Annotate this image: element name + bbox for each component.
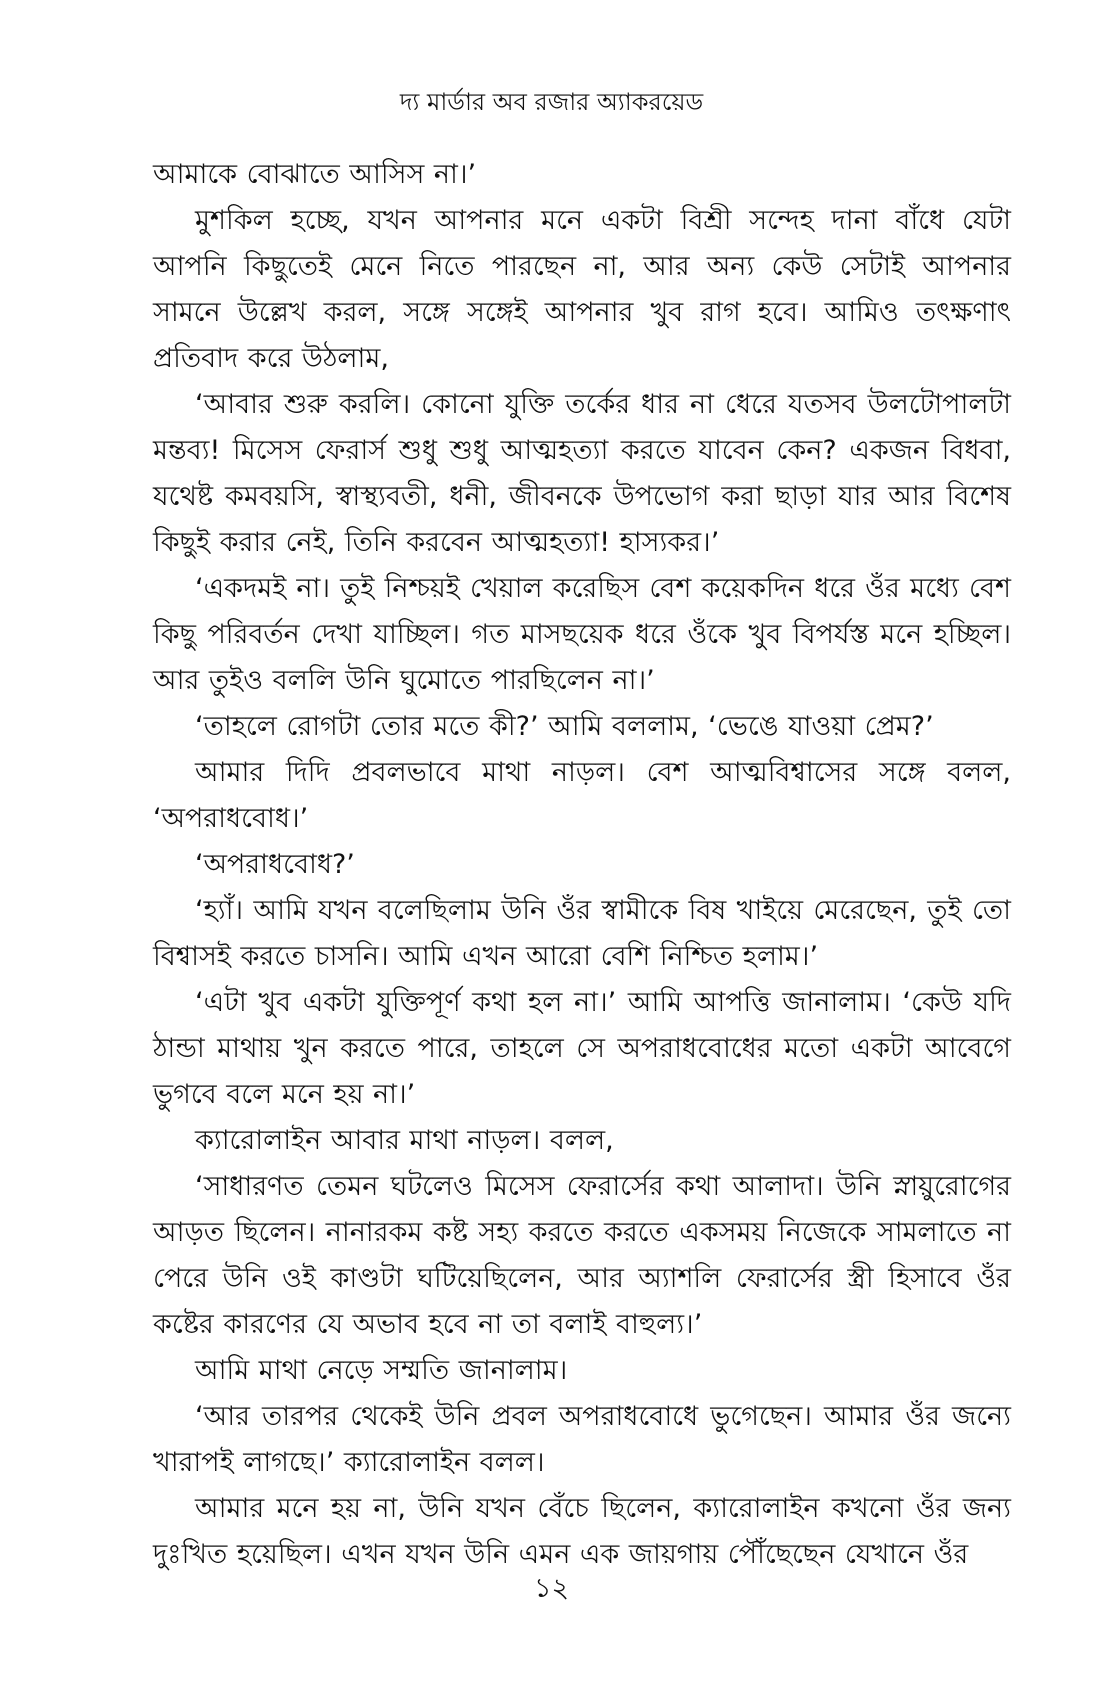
paragraph: আমার মনে হয় না, উনি যখন বেঁচে ছিলেন, ক্যারোলাইন কখনো ওঁর জন্য দুঃখিত হয়েছিল। এখন যখন উনি এমন এক জায়গায় পৌঁছেছেন যেখানে ওঁর <box>153 1493 1011 1570</box>
paragraph: ‘এটা খুব একটা যুক্তিপূর্ণ কথা হল না।’ আমি আপত্তি জানালাম। ‘কেউ যদি ঠান্ডা মাথায় খুন করতে পারে, তাহলে সে অপরাধবোধের মতো একটা আবেগে ভুগবে বলে মনে হয় না।’ <box>153 987 1011 1110</box>
body-text <box>153 152 1011 1578</box>
paragraph: ‘তাহলে রোগটা তোর মতে কী?’ আমি বললাম, ‘ভেঙে যাওয়া প্রেম?’ <box>195 711 934 742</box>
paragraph: ‘হ্যাঁ। আমি যখন বলেছিলাম উনি ওঁর স্বামীকে বিষ খাইয়ে মেরেছেন, তুই তো বিশ্বাসই করতে চাসনি। আমি এখন আরো বেশি নিশ্চিত হলাম।’ <box>153 895 1011 972</box>
paragraph: আমার দিদি প্রবলভাবে মাথা নাড়ল। বেশ আত্মবিশ্বাসের সঙ্গে বলল, ‘অপরাধবোধ।’ <box>153 757 1011 834</box>
paragraph: আমি মাথা নেড়ে সম্মতি জানালাম। <box>195 1355 568 1386</box>
paragraph: ক্যারোলাইন আবার মাথা নাড়ল। বলল, <box>195 1125 614 1156</box>
paragraph: ‘সাধারণত তেমন ঘটলেও মিসেস ফেরার্সের কথা আলাদা। উনি স্নায়ুরোগের আড়ত ছিলেন। নানারকম কষ্ট সহ্য করতে করতে একসময় নিজেকে সামলাতে না পেরে উনি ওই কাণ্ডটা ঘটিয়েছিলেন, আর অ্যাশলি ফেরার্সের স্ত্রী হিসাবে ওঁর কষ্টের কারণের যে অভাব হবে না তা বলাই বাহুল্য।’ <box>153 1171 1011 1340</box>
page-number: ১২ <box>533 1573 570 1604</box>
paragraph: ‘একদমই না। তুই নিশ্চয়ই খেয়াল করেছিস বেশ কয়েকদিন ধরে ওঁর মধ্যে বেশ কিছু পরিবর্তন দেখা যাচ্ছিল। গত মাসছয়েক ধরে ওঁকে খুব বিপর্যস্ত মনে হচ্ছিল। আর তুইও বললি উনি ঘুমোতে পারছিলেন না।’ <box>153 573 1011 696</box>
paragraph-continuation: আমাকে বোঝাতে আসিস না।’ <box>153 159 477 190</box>
paragraph: মুশকিল হচ্ছে, যখন আপনার মনে একটা বিশ্রী সন্দেহ দানা বাঁধে যেটা আপনি কিছুতেই মেনে নিতে পারছেন না, আর অন্য কেউ সেটাই আপনার সামনে উল্লেখ করল, সঙ্গে সঙ্গেই আপনার খুব রাগ হবে। আমিও তৎক্ষণাৎ প্রতিবাদ করে উঠলাম, <box>153 205 1011 374</box>
paragraph: ‘অপরাধবোধ?’ <box>195 849 355 880</box>
paragraph: ‘আবার শুরু করলি। কোনো যুক্তি তর্কের ধার না ধেরে যতসব উলটোপালটা মন্তব্য! মিসেস ফেরার্স শুধু শুধু আত্মহত্যা করতে যাবেন কেন? একজন বিধবা, যথেষ্ট কমবয়সি, স্বাস্থ্যবতী, ধনী, জীবনকে উপভোগ করা ছাড়া যার আর বিশেষ কিছুই করার নেই, তিনি করবেন আত্মহত্যা! হাস্যকর।’ <box>153 389 1011 558</box>
running-header-title: দ্য মার্ডার অব রজার অ্যাকরয়েড <box>399 88 704 116</box>
paragraph: ‘আর তারপর থেকেই উনি প্রবল অপরাধবোধে ভুগেছেন। আমার ওঁর জন্যে খারাপই লাগছে।’ ক্যারোলাইন বলল। <box>153 1401 1011 1478</box>
